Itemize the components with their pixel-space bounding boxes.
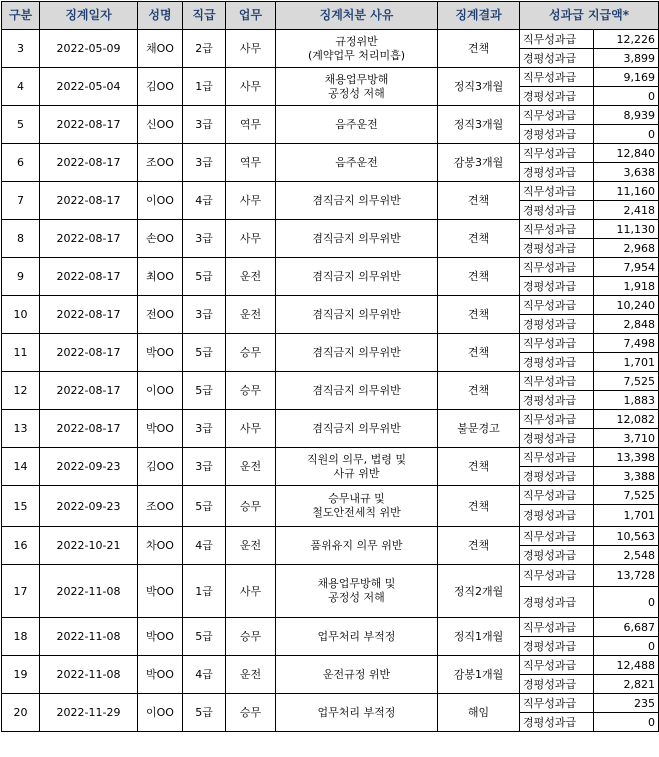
cell-date: 2022-11-08	[40, 618, 138, 656]
cell-duty: 운전	[226, 527, 276, 565]
cell-reason	[276, 334, 438, 372]
header-duty: 업무	[226, 2, 276, 30]
cell-date: 2022-08-17	[40, 296, 138, 334]
cell-bonus-kind-job: 직무성과급	[520, 30, 594, 49]
cell-result: 해임	[438, 694, 520, 732]
cell-no: 10	[2, 296, 40, 334]
cell-bonus-eval: 2,418	[594, 201, 659, 220]
cell-no: 3	[2, 30, 40, 68]
cell-bonus-kind-job: 직무성과급	[520, 372, 594, 391]
cell-grade: 3급	[183, 220, 226, 258]
cell-reason	[276, 372, 438, 410]
cell-duty: 사무	[226, 565, 276, 618]
cell-bonus-kind-job: 직무성과급	[520, 656, 594, 675]
cell-grade: 1급	[183, 68, 226, 106]
cell-no: 17	[2, 565, 40, 618]
cell-duty: 승무	[226, 486, 276, 527]
cell-no: 13	[2, 410, 40, 448]
cell-bonus-job: 11,130	[594, 220, 659, 239]
cell-name: 박OO	[138, 656, 183, 694]
cell-bonus-kind-job: 직무성과급	[520, 410, 594, 429]
cell-bonus-job: 13,728	[594, 565, 659, 587]
cell-bonus-job: 12,840	[594, 144, 659, 163]
reason-line: (계약업무 처리미흡)	[307, 48, 406, 62]
cell-name: 박OO	[138, 334, 183, 372]
table-row	[2, 220, 659, 239]
cell-bonus-kind-job: 직무성과급	[520, 144, 594, 163]
cell-no: 18	[2, 618, 40, 656]
cell-bonus-eval: 3,638	[594, 163, 659, 182]
cell-bonus-kind-eval: 경평성과급	[520, 713, 594, 732]
cell-bonus-kind-eval: 경평성과급	[520, 49, 594, 68]
cell-duty: 사무	[226, 30, 276, 68]
cell-reason	[276, 220, 438, 258]
cell-bonus-eval: 3,899	[594, 49, 659, 68]
cell-result: 감봉3개월	[438, 144, 520, 182]
cell-bonus-kind-eval: 경평성과급	[520, 637, 594, 656]
cell-bonus-eval: 0	[594, 125, 659, 144]
cell-bonus-kind-job: 직무성과급	[520, 182, 594, 201]
cell-name: 박OO	[138, 565, 183, 618]
table-row	[2, 30, 659, 49]
cell-result: 견책	[438, 182, 520, 220]
cell-bonus-kind-eval: 경평성과급	[520, 315, 594, 334]
header-row	[2, 2, 659, 30]
cell-date: 2022-08-17	[40, 258, 138, 296]
table-row	[2, 694, 659, 713]
cell-result: 정직1개월	[438, 618, 520, 656]
cell-bonus-job: 10,563	[594, 527, 659, 546]
cell-grade: 5급	[183, 486, 226, 527]
table-row	[2, 258, 659, 277]
cell-grade: 1급	[183, 565, 226, 618]
cell-reason	[276, 527, 438, 565]
table-body	[2, 30, 659, 732]
cell-bonus-kind-job: 직무성과급	[520, 448, 594, 467]
cell-reason	[276, 565, 438, 618]
cell-duty: 역무	[226, 144, 276, 182]
cell-grade: 3급	[183, 296, 226, 334]
cell-date: 2022-10-21	[40, 527, 138, 565]
reason-line: 겸직금지 의무위반	[312, 421, 401, 435]
cell-bonus-kind-job: 직무성과급	[520, 527, 594, 546]
cell-no: 5	[2, 106, 40, 144]
cell-bonus-eval: 2,968	[594, 239, 659, 258]
cell-reason	[276, 182, 438, 220]
cell-date: 2022-08-17	[40, 106, 138, 144]
reason-line: 공정성 저해	[328, 86, 385, 100]
cell-duty: 사무	[226, 220, 276, 258]
cell-bonus-eval: 3,388	[594, 467, 659, 486]
reason-line: 공정성 저해	[328, 591, 385, 604]
cell-result: 견책	[438, 334, 520, 372]
table-row	[2, 656, 659, 675]
cell-bonus-job: 6,687	[594, 618, 659, 637]
cell-duty: 승무	[226, 372, 276, 410]
cell-bonus-kind-job: 직무성과급	[520, 220, 594, 239]
cell-date: 2022-08-17	[40, 334, 138, 372]
cell-result: 견책	[438, 220, 520, 258]
cell-grade: 3급	[183, 106, 226, 144]
disciplinary-table	[1, 1, 659, 732]
reason-line: 운전규정 위반	[322, 667, 391, 681]
header-result: 징계결과	[438, 2, 520, 30]
cell-grade: 5급	[183, 618, 226, 656]
cell-grade: 3급	[183, 144, 226, 182]
reason-line: 직원의 의무, 법령 및	[307, 452, 406, 466]
cell-name: 최OO	[138, 258, 183, 296]
cell-bonus-kind-job: 직무성과급	[520, 694, 594, 713]
cell-grade: 4급	[183, 527, 226, 565]
reason-line: 사규 위반	[333, 466, 380, 480]
cell-result: 감봉1개월	[438, 656, 520, 694]
cell-bonus-eval: 2,821	[594, 675, 659, 694]
table-row	[2, 106, 659, 125]
cell-name: 김OO	[138, 68, 183, 106]
reason-line: 겸직금지 의무위반	[312, 307, 401, 321]
cell-bonus-job: 7,525	[594, 486, 659, 505]
reason-line: 겸직금지 의무위반	[312, 231, 401, 245]
cell-bonus-job: 7,498	[594, 334, 659, 353]
cell-grade: 4급	[183, 656, 226, 694]
cell-reason	[276, 296, 438, 334]
reason-line: 승무내규 및	[328, 492, 385, 505]
cell-bonus-job: 12,226	[594, 30, 659, 49]
reason-line: 철도안전세칙 위반	[312, 506, 401, 519]
cell-bonus-kind-eval: 경평성과급	[520, 429, 594, 448]
cell-result: 견책	[438, 486, 520, 527]
reason-line: 채용업무방해 및	[317, 577, 396, 590]
header-date: 징계일자	[40, 2, 138, 30]
reason-line: 품위유지 의무 위반	[310, 538, 403, 552]
header-reason: 징계처분 사유	[276, 2, 438, 30]
cell-reason	[276, 448, 438, 486]
cell-bonus-kind-eval: 경평성과급	[520, 587, 594, 618]
cell-date: 2022-08-17	[40, 182, 138, 220]
cell-grade: 4급	[183, 182, 226, 220]
cell-date: 2022-11-29	[40, 694, 138, 732]
cell-date: 2022-11-08	[40, 656, 138, 694]
table-row	[2, 372, 659, 391]
cell-result: 견책	[438, 258, 520, 296]
cell-bonus-job: 10,240	[594, 296, 659, 315]
cell-date: 2022-08-17	[40, 410, 138, 448]
cell-bonus-kind-eval: 경평성과급	[520, 125, 594, 144]
cell-grade: 5급	[183, 258, 226, 296]
cell-no: 14	[2, 448, 40, 486]
cell-bonus-kind-eval: 경평성과급	[520, 87, 594, 106]
cell-reason	[276, 410, 438, 448]
cell-bonus-kind-eval: 경평성과급	[520, 277, 594, 296]
cell-reason	[276, 656, 438, 694]
cell-name: 조OO	[138, 486, 183, 527]
cell-bonus-kind-eval: 경평성과급	[520, 353, 594, 372]
header-name: 성명	[138, 2, 183, 30]
reason-line: 채용업무방해	[324, 72, 389, 86]
cell-no: 6	[2, 144, 40, 182]
cell-bonus-eval: 3,710	[594, 429, 659, 448]
cell-bonus-kind-job: 직무성과급	[520, 486, 594, 505]
cell-name: 박OO	[138, 410, 183, 448]
cell-duty: 사무	[226, 182, 276, 220]
reason-line: 규정위반	[335, 34, 378, 48]
cell-result: 견책	[438, 372, 520, 410]
header-bonus: 성과급 지급액*	[520, 2, 659, 30]
cell-no: 7	[2, 182, 40, 220]
cell-name: 손OO	[138, 220, 183, 258]
cell-bonus-eval: 1,918	[594, 277, 659, 296]
cell-date: 2022-05-09	[40, 30, 138, 68]
cell-no: 9	[2, 258, 40, 296]
reason-line: 업무처리 부적정	[317, 629, 396, 643]
cell-date: 2022-09-23	[40, 486, 138, 527]
cell-bonus-kind-job: 직무성과급	[520, 296, 594, 315]
cell-reason	[276, 694, 438, 732]
cell-reason	[276, 258, 438, 296]
table-row	[2, 565, 659, 587]
reason-line: 겸직금지 의무위반	[312, 193, 401, 207]
reason-line: 음주운전	[335, 155, 378, 169]
cell-date: 2022-05-04	[40, 68, 138, 106]
cell-name: 이OO	[138, 372, 183, 410]
cell-no: 11	[2, 334, 40, 372]
reason-line: 겸직금지 의무위반	[312, 383, 401, 397]
cell-name: 이OO	[138, 182, 183, 220]
cell-bonus-kind-job: 직무성과급	[520, 565, 594, 587]
table-row	[2, 296, 659, 315]
cell-name: 신OO	[138, 106, 183, 144]
cell-grade: 3급	[183, 410, 226, 448]
table-row	[2, 448, 659, 467]
cell-bonus-eval: 0	[594, 713, 659, 732]
cell-bonus-kind-eval: 경평성과급	[520, 239, 594, 258]
table-row	[2, 68, 659, 87]
cell-bonus-kind-eval: 경평성과급	[520, 505, 594, 527]
cell-no: 4	[2, 68, 40, 106]
cell-no: 20	[2, 694, 40, 732]
cell-result: 정직3개월	[438, 106, 520, 144]
cell-bonus-kind-job: 직무성과급	[520, 258, 594, 277]
cell-duty: 역무	[226, 106, 276, 144]
cell-result: 견책	[438, 296, 520, 334]
cell-bonus-kind-job: 직무성과급	[520, 106, 594, 125]
cell-no: 16	[2, 527, 40, 565]
cell-bonus-eval: 0	[594, 87, 659, 106]
cell-result: 정직2개월	[438, 565, 520, 618]
cell-bonus-eval: 2,548	[594, 546, 659, 565]
cell-name: 전OO	[138, 296, 183, 334]
cell-reason	[276, 144, 438, 182]
header-grade: 직급	[183, 2, 226, 30]
cell-no: 15	[2, 486, 40, 527]
cell-date: 2022-08-17	[40, 220, 138, 258]
cell-duty: 승무	[226, 694, 276, 732]
cell-result: 견책	[438, 527, 520, 565]
cell-duty: 운전	[226, 258, 276, 296]
table-row	[2, 144, 659, 163]
cell-grade: 3급	[183, 448, 226, 486]
cell-date: 2022-09-23	[40, 448, 138, 486]
cell-grade: 5급	[183, 372, 226, 410]
cell-reason	[276, 618, 438, 656]
cell-bonus-kind-eval: 경평성과급	[520, 391, 594, 410]
cell-bonus-eval: 1,701	[594, 353, 659, 372]
table-row	[2, 486, 659, 505]
cell-grade: 5급	[183, 334, 226, 372]
cell-bonus-job: 235	[594, 694, 659, 713]
cell-name: 박OO	[138, 618, 183, 656]
cell-no: 8	[2, 220, 40, 258]
cell-duty: 사무	[226, 410, 276, 448]
reason-line: 겸직금지 의무위반	[312, 269, 401, 283]
cell-bonus-kind-eval: 경평성과급	[520, 201, 594, 220]
cell-date: 2022-08-17	[40, 372, 138, 410]
cell-bonus-kind-job: 직무성과급	[520, 68, 594, 87]
cell-date: 2022-08-17	[40, 144, 138, 182]
cell-bonus-eval: 2,848	[594, 315, 659, 334]
cell-bonus-eval: 0	[594, 587, 659, 618]
cell-bonus-job: 12,082	[594, 410, 659, 429]
cell-bonus-eval: 1,701	[594, 505, 659, 527]
cell-reason	[276, 30, 438, 68]
cell-name: 차OO	[138, 527, 183, 565]
cell-bonus-job: 8,939	[594, 106, 659, 125]
cell-no: 19	[2, 656, 40, 694]
cell-bonus-eval: 1,883	[594, 391, 659, 410]
cell-no: 12	[2, 372, 40, 410]
reason-line: 음주운전	[335, 117, 378, 131]
table-row	[2, 410, 659, 429]
cell-duty: 승무	[226, 618, 276, 656]
cell-bonus-job: 7,954	[594, 258, 659, 277]
cell-date: 2022-11-08	[40, 565, 138, 618]
cell-bonus-job: 9,169	[594, 68, 659, 87]
cell-bonus-kind-eval: 경평성과급	[520, 163, 594, 182]
cell-duty: 승무	[226, 334, 276, 372]
cell-reason	[276, 486, 438, 527]
table-row	[2, 527, 659, 546]
cell-grade: 2급	[183, 30, 226, 68]
cell-bonus-kind-job: 직무성과급	[520, 618, 594, 637]
cell-bonus-kind-eval: 경평성과급	[520, 467, 594, 486]
cell-duty: 사무	[226, 68, 276, 106]
cell-duty: 운전	[226, 448, 276, 486]
cell-bonus-job: 11,160	[594, 182, 659, 201]
cell-result: 견책	[438, 448, 520, 486]
cell-grade: 5급	[183, 694, 226, 732]
table-row	[2, 182, 659, 201]
cell-bonus-kind-eval: 경평성과급	[520, 675, 594, 694]
table-row	[2, 334, 659, 353]
reason-line: 겸직금지 의무위반	[312, 345, 401, 359]
cell-reason	[276, 68, 438, 106]
cell-duty: 운전	[226, 656, 276, 694]
cell-reason	[276, 106, 438, 144]
cell-result: 불문경고	[438, 410, 520, 448]
cell-duty: 운전	[226, 296, 276, 334]
cell-name: 조OO	[138, 144, 183, 182]
header-no: 구분	[2, 2, 40, 30]
cell-bonus-job: 7,525	[594, 372, 659, 391]
cell-result: 정직3개월	[438, 68, 520, 106]
reason-line: 업무처리 부적정	[317, 705, 396, 719]
cell-bonus-kind-job: 직무성과급	[520, 334, 594, 353]
cell-name: 채OO	[138, 30, 183, 68]
cell-bonus-job: 13,398	[594, 448, 659, 467]
cell-bonus-eval: 0	[594, 637, 659, 656]
cell-name: 이OO	[138, 694, 183, 732]
cell-bonus-kind-eval: 경평성과급	[520, 546, 594, 565]
cell-name: 김OO	[138, 448, 183, 486]
table-row	[2, 618, 659, 637]
cell-result: 견책	[438, 30, 520, 68]
cell-bonus-job: 12,488	[594, 656, 659, 675]
